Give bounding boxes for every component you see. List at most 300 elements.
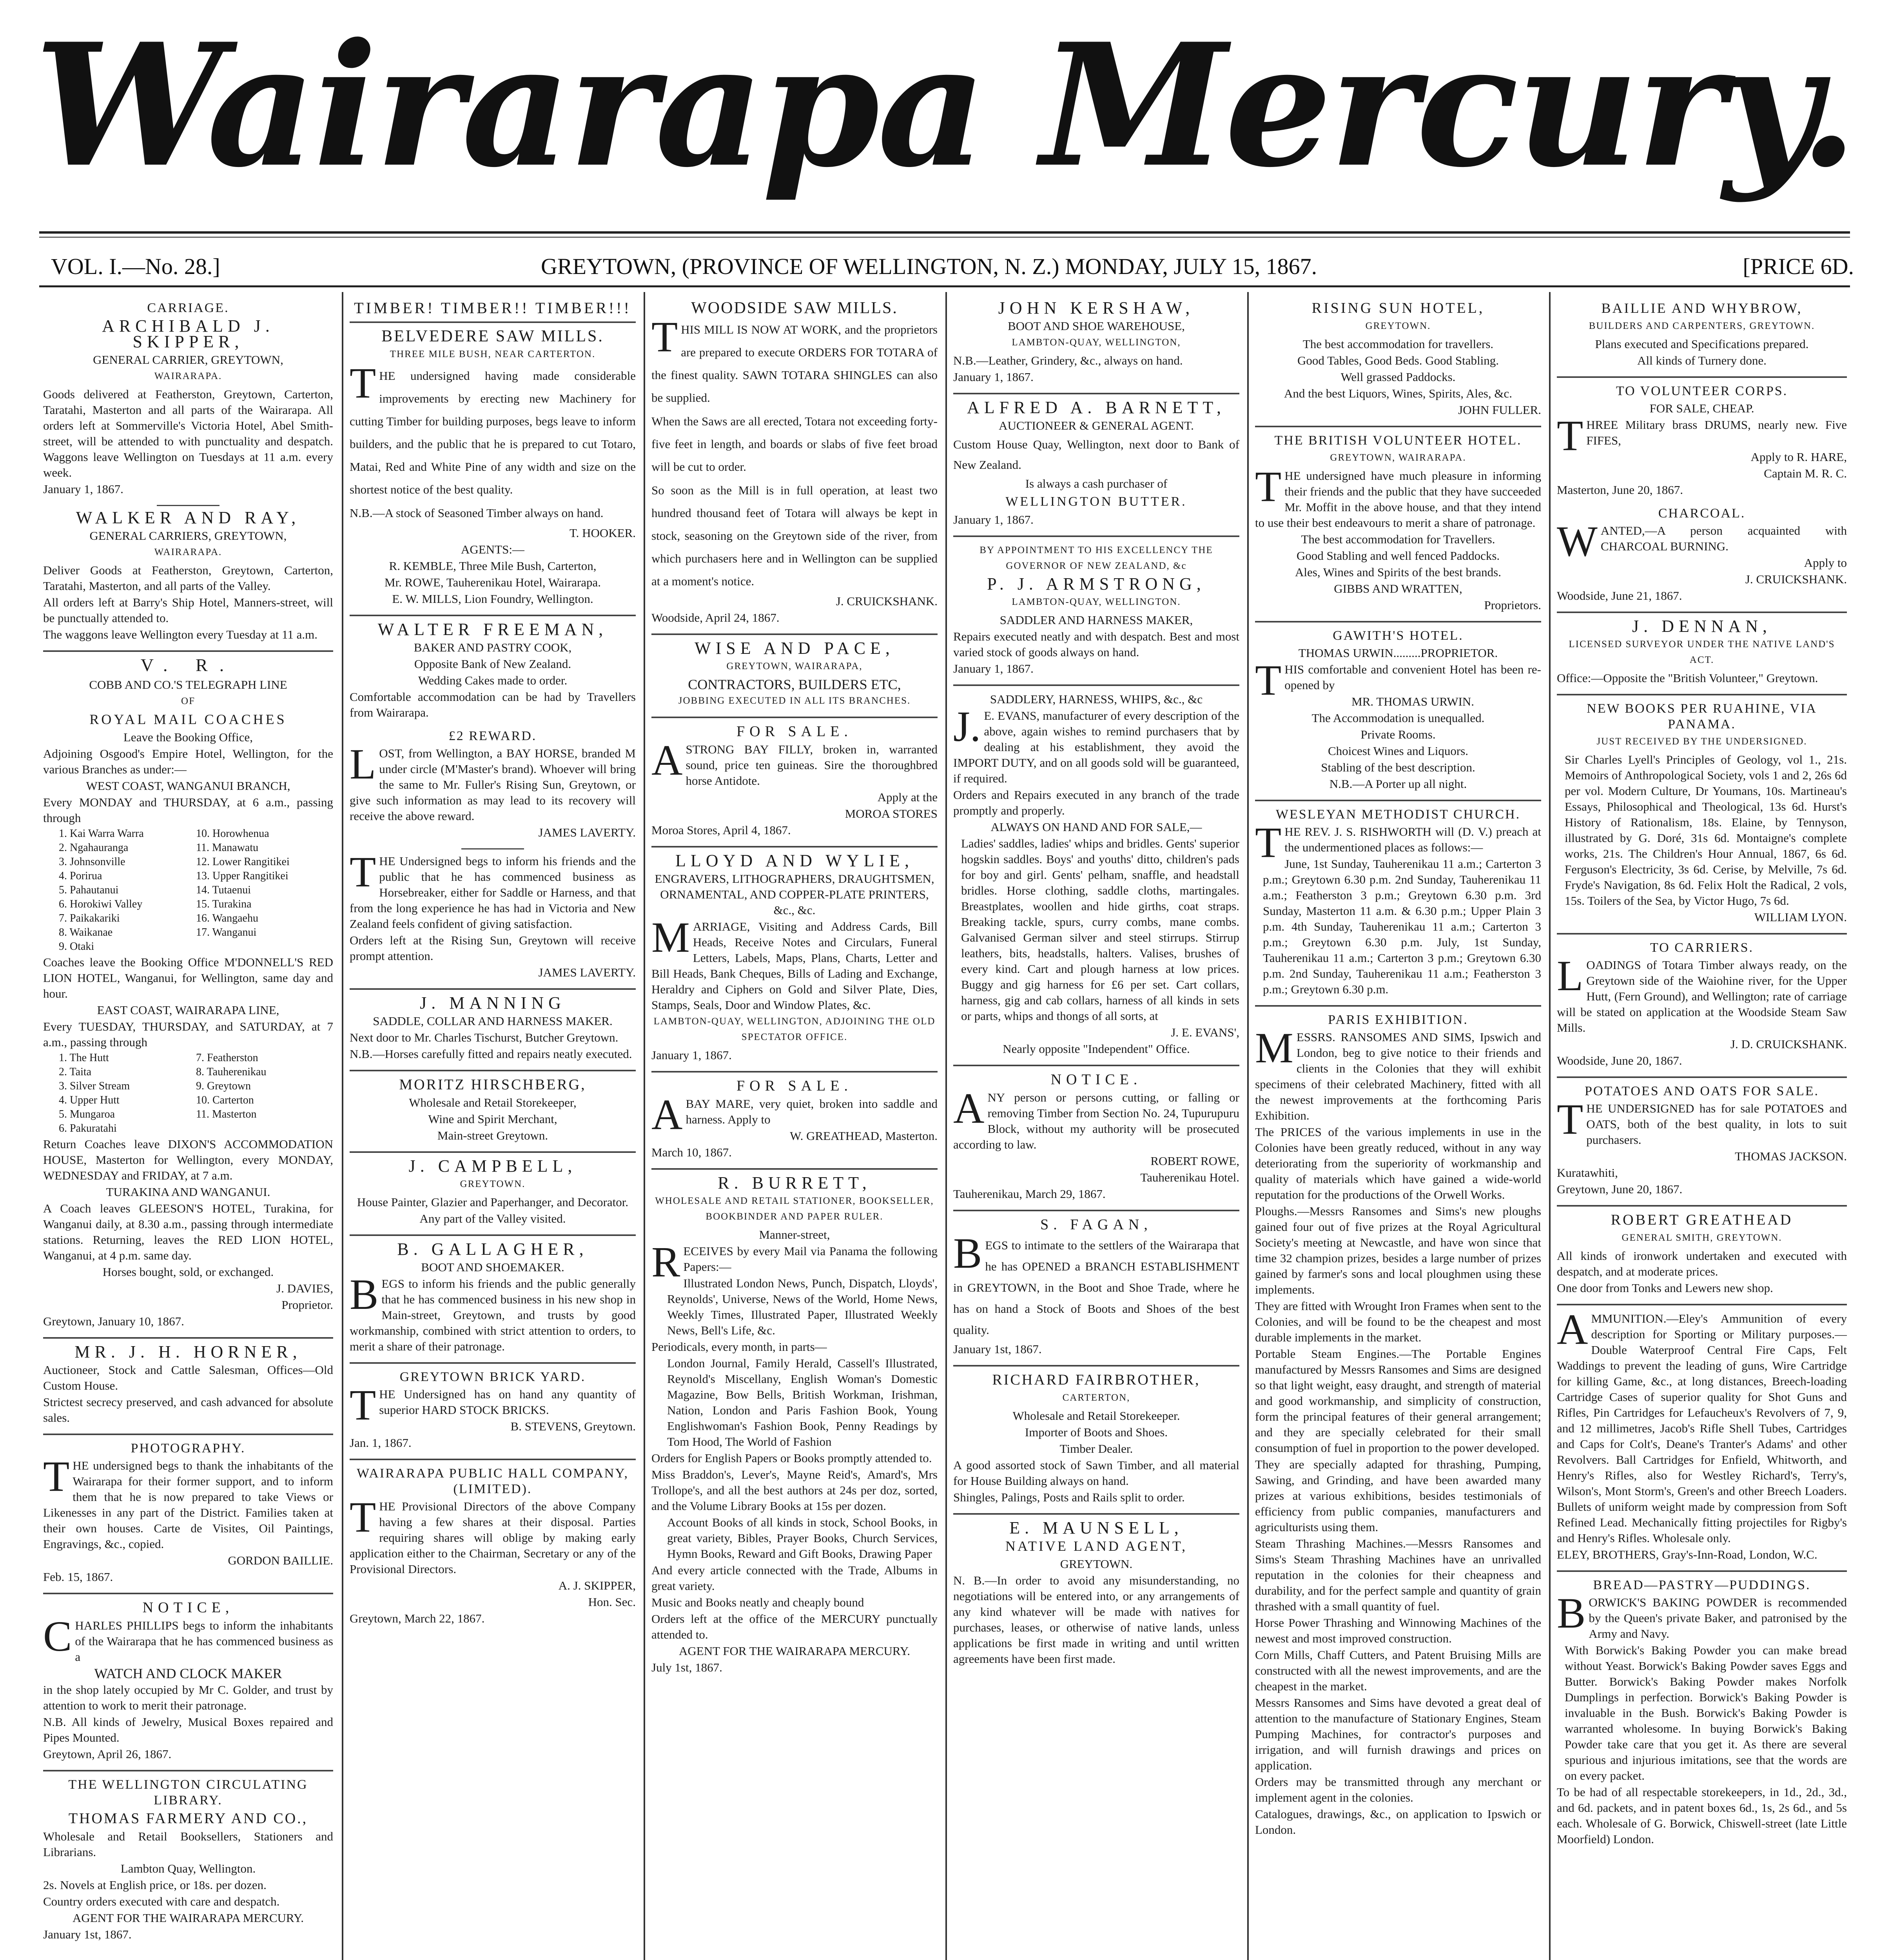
ad-name: ALFRED A. BARNETT, <box>967 398 1226 417</box>
ad-body: THIS comfortable and convenient Hotel has been re-opened by <box>1255 656 1541 704</box>
ad-fagan <box>953 1217 1239 1357</box>
ad-location: GREYTOWN, WAIRARAPA, <box>726 661 863 671</box>
section-heading: WESLEYAN METHODIST CHURCH. <box>1275 807 1521 822</box>
ad-body: A good assorted stock of Sawn Timber, and all material for House Building always on hand. <box>953 1458 1239 1488</box>
ad-date: Greytown, January 10, 1867. <box>43 1314 184 1328</box>
ad-list: London Journal, Family Herald, Cassell's Illustrated, Reynold's Miscellany, English Woman's Domestic Magazine, Bow Bells, British Workman, Irishman, Nation, London and Paris Fashion Book, Young Englishwoman's Fashion Book, Penny Readings by Tom Hood, The World of Fashion <box>667 1356 938 1448</box>
ad-body: Any part of the Valley visited. <box>419 1212 566 1225</box>
price: [PRICE 6D. <box>1743 254 1854 279</box>
section-heading: POTATOES AND OATS FOR SALE. <box>1584 1084 1819 1098</box>
ad-evans <box>953 691 1239 1057</box>
ad-new-books <box>1557 701 1847 925</box>
ad-body: They are specially adapted for thrashing, Pumping, Sawing, and Grinding, and have been awarded many prizes at various exhibitions, besides testimonials of efficiency from public companies, manufacturers and agriculturists using them. <box>1255 1457 1541 1534</box>
ad-signature: ELEY, BROTHERS, Gray's-Inn-Road, London, W.C. <box>1557 1548 1817 1561</box>
ad-signature: JAMES LAVERTY. <box>538 965 636 979</box>
ad-name: RISING SUN HOTEL, <box>1311 300 1485 316</box>
ad-date: Woodside, April 24, 1867. <box>651 611 780 624</box>
ad-body: Orders left at the office of the MERCURY punctually attended to. <box>651 1612 938 1641</box>
separator <box>157 505 219 506</box>
section-heading: WOODSIDE SAW MILLS. <box>691 299 898 317</box>
ad-body: Wholesale and Retail Storekeeper, <box>409 1096 577 1109</box>
ad-location: Lambton Quay, Wellington. <box>120 1862 256 1875</box>
ad-notice-timber <box>953 1072 1239 1202</box>
ad-lloyd-wylie <box>651 853 938 1063</box>
ad-body: One door from Tonks and Lewers new shop. <box>1557 1281 1773 1295</box>
ad-rising-sun <box>1255 300 1541 418</box>
column-divider <box>945 292 947 1960</box>
ad-product: WELLINGTON BUTTER. <box>1005 494 1187 509</box>
volume-number: VOL. I.—No. 28.] <box>51 254 220 279</box>
ad-body: Strictest secrecy preserved, and cash advanced for absolute sales. <box>43 1395 333 1425</box>
ad-body: THE Undersigned has on hand any quantity of superior HARD STOCK BRICKS. <box>350 1381 636 1429</box>
ad-signature: JOHN FULLER. <box>1458 403 1541 417</box>
ad-name: J. DENNAN, <box>1632 617 1772 636</box>
route-stop: 1. The Hutt <box>59 1052 109 1064</box>
divider <box>1557 1076 1847 1078</box>
route-stop: 8. Waikanae <box>59 926 113 938</box>
ad-body: in the shop lately occupied by Mr C. Golder, and trust by attention to work to merit their patronage. <box>43 1683 333 1712</box>
ad-location: GREYTOWN. <box>460 1179 526 1189</box>
ad-paris-exhibition <box>1255 1012 1541 1838</box>
column-6 <box>1557 298 1847 1960</box>
ad-body: Wine and Spirit Merchant, <box>428 1112 557 1126</box>
ad-date: January 1, 1867. <box>953 662 1034 675</box>
ad-body: Periodicals, every month, in parts— <box>651 1340 827 1354</box>
ad-sale-mare <box>651 1078 938 1160</box>
section-heading: NEW BOOKS PER RUAHINE, VIA PANAMA. <box>1587 701 1817 731</box>
column-divider <box>1549 292 1551 1960</box>
ad-date: January 1st, 1867. <box>43 1927 132 1941</box>
route-stop: 17. Wanganui <box>196 926 257 938</box>
route-stop: 13. Upper Rangitikei <box>196 870 288 882</box>
ad-signature: Proprietors. <box>1484 598 1541 612</box>
route-stop: 1. Kai Warra Warra <box>59 828 144 840</box>
ad-phillips <box>43 1600 333 1762</box>
ad-list: Ladies' saddles, ladies' whips and bridles. Gents' superior hogskin saddles. Boys' and youths' ditto, children's pads for boy and girl. Gents' pelham, snaffle, and headstall bridles. Horse clothing, saddle cloths, martingales. Breastplates, woollen and hide girths, coat straps. Breaking tackle, spurs, curry combs, mane combs. Galvanised German silver and steel stirrups. Stirrup leathers, bits, headstalls, halters. Valises, brushes of every kind. Cart and plough harness at low prices. Buggy and gig harness for £6 per set. Cart collars, harness, gig and cab collars, harness of all kinds in sets or parts, whips and thongs of all sorts, at <box>961 837 1239 1023</box>
ad-body: And the best Liquors, Wines, Spirits, Ales, &c. <box>1284 387 1512 400</box>
ad-gallagher <box>350 1241 636 1354</box>
ad-body: Importer of Boots and Shoes. <box>1025 1425 1168 1439</box>
ad-date: Woodside, June 20, 1867. <box>1557 1054 1682 1067</box>
route-heading: TURAKINA AND WANGANUI. <box>106 1185 270 1199</box>
divider <box>953 393 1239 394</box>
ad-signature: B. STEVENS, Greytown. <box>510 1419 636 1433</box>
section-heading: SADDLERY, HARNESS, WHIPS, &c., &c <box>990 692 1203 706</box>
ad-location: LAMBTON-QUAY, WELLINGTON, ADJOINING THE OLD SPECTATOR OFFICE. <box>653 1016 936 1042</box>
ad-title: SADDLER AND HARNESS MAKER, <box>999 613 1193 627</box>
route-stop: 10. Horowhenua <box>196 828 269 840</box>
ad-of: OF <box>181 696 195 706</box>
section-heading: GREYTOWN BRICK YARD. <box>399 1370 586 1384</box>
ad-name: BELVEDERE SAW MILLS. <box>381 327 604 345</box>
ad-name: JOHN KERSHAW, <box>998 298 1195 318</box>
route-stop: 3. Johnsonville <box>59 856 125 868</box>
divider <box>43 1434 333 1435</box>
divider <box>953 684 1239 686</box>
divider <box>350 1362 636 1364</box>
ad-body: Choicest Wines and Liquors. <box>1328 744 1469 758</box>
ad-body: Orders for English Papers or Books promptly attended to. <box>651 1451 932 1465</box>
ad-location: GREYTOWN. <box>1060 1557 1133 1571</box>
ad-agent: AGENT FOR THE WAIRARAPA MERCURY. <box>73 1911 304 1925</box>
ad-borwick <box>1557 1577 1847 1847</box>
ad-campbell <box>350 1158 636 1227</box>
section-heading: FOR SALE. <box>736 1078 852 1094</box>
ad-signature: Tauherenikau Hotel. <box>1140 1171 1239 1184</box>
section-subheading: FOR SALE, CHEAP. <box>1649 401 1754 415</box>
column-4 <box>953 298 1239 1960</box>
ad-to-carriers <box>1557 940 1847 1069</box>
route-stop: 7. Featherston <box>196 1052 258 1064</box>
ad-signature: GIBBS AND WRATTEN, <box>1334 582 1462 595</box>
divider <box>651 717 938 718</box>
section-heading: THE WELLINGTON CIRCULATING LIBRARY. <box>68 1777 308 1808</box>
ad-name: MR. J. H. HORNER, <box>74 1342 302 1361</box>
ad-signature: GORDON BAILLIE. <box>228 1553 333 1567</box>
ad-date: Tauherenikau, March 29, 1867. <box>953 1187 1106 1201</box>
ad-signature: JAMES LAVERTY. <box>538 826 636 839</box>
route-stop: 4. Porirua <box>59 870 102 882</box>
ad-signature: W. GREATHEAD, Masterton. <box>790 1129 938 1143</box>
ad-location: Manner-street, <box>759 1228 830 1241</box>
ad-body: To be had of all respectable storekeepers, in 1d., 2d., 3d., and 6d. packets, and in patent boxes 6d., 1s, 2s 6d., and 5s each. Wholesale of G. Borwick, Chiswell-street (late Little Moorfield) London. <box>1557 1785 1847 1846</box>
ad-body: N.B.—Horses carefully fitted and repairs neatly executed. <box>350 1047 632 1061</box>
ad-date: Woodside, June 21, 1867. <box>1557 589 1682 603</box>
ad-agents: AGENTS:— <box>461 543 524 556</box>
route-stop: 9. Greytown <box>196 1080 251 1092</box>
ad-body: Wholesale and Retail Storekeeper. <box>1012 1409 1180 1423</box>
divider <box>43 650 333 652</box>
ad-wesleyan <box>1255 807 1541 997</box>
divider <box>43 1593 333 1594</box>
ad-location: GREYTOWN, WAIRARAPA. <box>1330 452 1466 463</box>
route-stop: 6. Pakuratahi <box>59 1122 117 1134</box>
ad-body: THE UNDERSIGNED has for sale POTATOES and OATS, both of the best quality, in lots to suit purchasers. <box>1557 1095 1847 1147</box>
route-stop: 6. Horokiwi Valley <box>59 898 143 910</box>
royal-crest-icon: V. R. <box>140 655 236 675</box>
ad-signature: WILLIAM LYON. <box>1754 910 1847 924</box>
ad-body: Well grassed Paddocks. <box>1340 370 1456 384</box>
ad-body: BORWICK'S BAKING POWDER is recommended by the Queen's private Baker, and patronised by the Army and Navy. <box>1557 1589 1847 1641</box>
ad-signature: J. E. EVANS', <box>1171 1025 1239 1039</box>
ad-photography <box>43 1441 333 1585</box>
ad-body: Comfortable accommodation can be had by Travellers from Wairarapa. <box>350 690 636 719</box>
ad-brickyard <box>350 1369 636 1451</box>
route-stop: 9. Otaki <box>59 940 94 953</box>
ad-greathead <box>1557 1212 1847 1296</box>
ad-name: THOMAS FARMERY AND CO., <box>68 1810 308 1827</box>
ad-potatoes-oats <box>1557 1083 1847 1197</box>
ad-body: THIS MILL IS NOW AT WORK, and the proprietors are prepared to execute ORDERS FOR TOTARA of the finest quality. SAWN TOTARA SHINGLES can also be supplied. <box>651 313 938 405</box>
divider <box>953 1210 1239 1211</box>
ad-signature: Apply to <box>1804 556 1847 570</box>
ad-body: 2s. Novels at English price, or 18s. per dozen. <box>43 1878 267 1892</box>
ad-body: When the Saws are all erected, Totara not exceeding forty-five feet in length, and boards or slabs of five feet broad will be cut to order. <box>651 414 938 474</box>
ad-signature: T. HOOKER. <box>569 526 636 540</box>
ad-body: THE undersigned have much pleasure in informing their friends and the public that they have succeeded Mr. Moffit in the above house, and that they intend to use their best endeavours to merit a share of patronage. <box>1255 463 1541 530</box>
ad-title: WHOLESALE AND RETAIL STATIONER, BOOKSELLER, BOOKBINDER AND PAPER RULER. <box>655 1196 934 1222</box>
ad-public-hall <box>350 1466 636 1626</box>
ad-body: BEGS to inform his friends and the public generally that he has commenced business in his new shop in Main-street, Greytown, and trusts by good workmanship, combined with strict attention to orders, to merit a share of their patronage. <box>350 1270 636 1353</box>
divider <box>350 988 636 990</box>
ad-cobb-coaches <box>43 657 333 1329</box>
ad-location: WAIRARAPA. <box>154 547 222 557</box>
ad-body: They are fitted with Wrought Iron Frames when sent to the Colonies, and will be found to be the cheapest and most durable implements in the market. <box>1255 1299 1541 1344</box>
ad-body: The best accommodation for travellers. <box>1302 337 1494 351</box>
ad-body: J.E. EVANS, manufacturer of every description of the above, again wishes to remind purchasers that by dealing at his establishment, they avoid the IMPORT DUTY, and on all goods sold will be guaranteed, if required. <box>953 702 1239 785</box>
ad-name: ROBERT GREATHEAD <box>1611 1212 1793 1228</box>
divider <box>651 1071 938 1073</box>
route-stop: 5. Mungaroa <box>59 1108 115 1120</box>
section-heading: NOTICE. <box>1050 1071 1142 1088</box>
ad-body: Good Tables, Good Beds. Good Stabling. <box>1297 354 1499 367</box>
ad-british-volunteer <box>1255 433 1541 613</box>
ad-body: Orders and Repairs executed in any branch of the trade promptly and properly. <box>953 788 1239 817</box>
ad-body: AMMUNITION.—Eley's Ammunition of every description for Sporting or Military purposes.—Double Waterproof Central Fire Caps, Felt Waddings to prevent the leading of guns, Wire Cartridge for killing Game, &c., at long distances, Breech-loading Cartridge Cases of superior quality for Shot Guns and Rifles, Pin Cartridges for Lefaucheux's Revolvers of 7, 9, and 12 millimetres, Jacob's Rifle Shell Tubes, Cartridges and Caps for Colt's, Deane's Tranter's Adams' and other Revolvers. Ball Cartridges for Enfield, Whitworth, and Henry's Rifles, also for Westley Richard's, Terry's, Wilson's, Mont Storm's, Green's and other Breech Loaders. Bullets of uniform weight made by compression from Soft Refined Lead. Mechanically fitting projectiles for Rigby's and Henry's Rifles. Wholesale only. <box>1557 1305 1847 1545</box>
ad-date: Moroa Stores, April 4, 1867. <box>651 823 791 837</box>
ad-sale-filly <box>651 724 938 838</box>
ad-agent: AGENT FOR THE WAIRARAPA MERCURY. <box>679 1644 910 1658</box>
route-stop <box>196 1122 333 1136</box>
ad-burrett <box>651 1175 938 1675</box>
ad-title: CONTRACTORS, BUILDERS ETC, <box>688 677 901 692</box>
ad-title: ENGRAVERS, LITHOGRAPHERS, DRAUGHTSMEN, ORNAMENTAL, AND COPPER-PLATE PRINTERS, &c., &c. <box>655 872 934 917</box>
route-stop: 8. Tauherenikau <box>196 1066 267 1078</box>
ad-signature: ROBERT ROWE, <box>1150 1154 1239 1168</box>
ad-list: June, 1st Sunday, Tauherenikau 11 a.m.; Carterton 3 p.m.; Greytown 6.30 p.m. 2nd Sunday, Tauherenikau 11 a.m.; Featherston 3 p.m.; Greytown 6.30 p.m. 3rd Sunday, Masterton 11 a.m. & 6.30 p.m.; Upper Plain 3 p.m. 4th Sunday, Tauherenikau 11 a.m.; Carterton 3 p.m.; Greytown 6.30 p.m. July, 1st Sunday, Tauherenikau 11 a.m.; Carterton 3 p.m.; Greytown 6.30 p.m. 2nd Sunday, Tauherenikau 11 a.m.; Featherston 3 p.m.; Greytown 6.30 p.m. <box>1263 857 1541 996</box>
divider <box>1255 1005 1541 1007</box>
ad-fairbrother <box>953 1372 1239 1505</box>
ad-date: January 1, 1867. <box>953 370 1034 384</box>
section-heading: WAIRARAPA PUBLIC HALL COMPANY, (LIMITED). <box>357 1466 629 1496</box>
ad-date: Feb. 15, 1867. <box>43 1570 113 1584</box>
ad-name: WALTER FREEMAN, <box>377 620 608 639</box>
ad-body: N.B. All kinds of Jewelry, Musical Boxes repaired and Pipes Mounted. <box>43 1715 333 1744</box>
column-divider <box>1247 292 1249 1960</box>
ad-body: Auctioneer, Stock and Cattle Salesman, Offices—Old Custom House. <box>43 1363 333 1392</box>
divider <box>1557 376 1847 378</box>
ad-date: Greytown, June 20, 1867. <box>1557 1182 1683 1196</box>
royal-appointment: BY APPOINTMENT TO HIS EXCELLENCY THE GOVERNOR OF NEW ZEALAND, &c <box>979 545 1213 571</box>
divider <box>350 1459 636 1460</box>
ad-body: N.B.—Leather, Grindery, &c., always on hand. <box>953 354 1183 367</box>
ad-location: LAMBTON-QUAY, WELLINGTON, <box>1012 337 1181 348</box>
ad-body: JOBBING EXECUTED IN ALL ITS BRANCHES. <box>678 695 911 706</box>
ad-list: Illustrated London News, Punch, Dispatch, Lloyds', Reynolds', Universe, News of the World, Home News, Weekly Times, Illustrated Paper, Illustrated Weekly News, Bell's Life, &c. <box>667 1276 938 1337</box>
route-list-east <box>43 1051 333 1136</box>
ad-body: Miss Braddon's, Lever's, Mayne Reid's, Amard's, Mrs Trollope's, and all the best authors at 24s per doz, sorted, and the Volume Library Books at 15s per dozen. <box>651 1468 938 1513</box>
route-stop: 15. Turakina <box>196 898 252 910</box>
ad-body: Private Rooms. <box>1360 728 1436 741</box>
ad-signature: J. D. CRUICKSHANK. <box>1730 1037 1847 1051</box>
divider <box>953 535 1239 537</box>
ad-name: MR. THOMAS URWIN. <box>1351 695 1475 708</box>
ad-body: Deliver Goods at Featherston, Greytown, Carterton, Taratahi, Masterton, and all parts of the Valley. <box>43 563 333 593</box>
ad-body: Horses bought, sold, or exchanged. <box>102 1265 274 1279</box>
ad-body: The best accommodation for Travellers. <box>1301 532 1495 546</box>
route-stop: 11. Masterton <box>196 1108 257 1120</box>
ad-body: Good Stabling and well fenced Paddocks. <box>1296 549 1500 563</box>
divider <box>651 1168 938 1170</box>
ad-date: Masterton, June 20, 1867. <box>1557 483 1683 497</box>
ad-baillie-whybrow <box>1557 300 1847 368</box>
ad-title: GENERAL CARRIERS, GREYTOWN, <box>89 529 287 543</box>
ad-name: B. GALLAGHER, <box>397 1240 588 1259</box>
ad-signature: THOMAS JACKSON. <box>1735 1149 1847 1163</box>
ad-armstrong <box>953 543 1239 677</box>
ad-body: House Painter, Glazier and Paperhanger, and Decorator. <box>357 1195 629 1209</box>
ad-body: N. B.—In order to avoid any misunderstanding, no negotiations will be entered into, or any arrangements of any kind whatever will be made with natives for purchases, leases, or otherwise of native lands, unless applications be first made in writing and until written agreements have been first made. <box>953 1573 1239 1666</box>
ad-signature: A. J. SKIPPER, <box>558 1579 636 1592</box>
divider <box>953 1065 1239 1066</box>
column-divider <box>342 292 343 1960</box>
divider <box>1557 1570 1847 1572</box>
ad-name: MORITZ HIRSCHBERG, <box>399 1076 586 1093</box>
section-heading: PHOTOGRAPHY. <box>131 1441 246 1455</box>
ad-body: Catalogues, drawings, &c., on application to Ipswich or London. <box>1255 1807 1541 1837</box>
divider <box>43 1770 333 1771</box>
ad-agent: E. W. MILLS, Lion Foundry, Wellington. <box>392 592 593 606</box>
ad-body: ASTRONG BAY FILLY, broken in, warranted sound, price ten guineas. Sire the thoroughbred horse Antidote. <box>651 736 938 788</box>
ad-belvedere <box>350 300 636 607</box>
ad-leave: Leave the Booking Office, <box>123 730 253 744</box>
ad-date: Greytown, March 22, 1867. <box>350 1612 485 1625</box>
ad-title: SADDLE, COLLAR AND HARNESS MAKER. <box>373 1014 613 1028</box>
ad-location: WAIRARAPA. <box>154 371 222 381</box>
ad-body: Horse Power Thrashing and Winnowing Machines of the newest and most improved construction. <box>1255 1616 1541 1645</box>
ad-body: Country orders executed with care and despatch. <box>43 1895 280 1908</box>
ad-date: March 10, 1867. <box>651 1145 732 1159</box>
masthead-rule-top <box>39 231 1850 234</box>
section-heading: PARIS EXHIBITION. <box>1328 1013 1468 1027</box>
ad-date: January 1, 1867. <box>43 482 123 496</box>
ad-body: And every article connected with the Trade, Albums in great variety. <box>651 1563 938 1593</box>
ad-body: Coaches leave the Booking Office M'DONNELL'S RED LION HOTEL, Wanganui, for Wellington, same day and hour. <box>43 955 333 1000</box>
ad-skipper <box>43 300 333 497</box>
ad-title: NATIVE LAND AGENT, <box>1005 1538 1188 1554</box>
ad-location: CARTERTON, <box>1062 1392 1130 1403</box>
ad-list: Sir Charles Lyell's Principles of Geology, vol 1., 21s. Memoirs of Anthropological Society, vols 1 and 2, 26s 6d per vol. Modern Culture, Dr Youmans, 10s. Martineau's Essays, Philosophical and Theological, 13s 6d. Hurst's History of Rationalism, 18s. Elaine, by Tennyson, illustrated by G. Doré, 31s 6d. Montaigne's complete works, 21s. The Children's Hour Annual, 1867, 6s 6d. Ferguson's Electricity, 3s 6d. Cerise, by Melville, 7s 6d. Fryde's Navigation, 8s 6d. Felix Holt the Radical, 2 vols, 15s. Toilers of the Sea, by Victor Hugo, 7s 6d. <box>1565 753 1847 907</box>
ad-body: Every MONDAY and THURSDAY, at 6 a.m., passing through <box>43 795 333 825</box>
ad-list: With Borwick's Baking Powder you can make bread without Yeast. Borwick's Baking Powder saves Eggs and Butter. Borwick's Baking Powder makes Norfolk Dumplings in perfection. Borwick's Baking Powder is invaluable in the Bush. Borwick's Baking Powder is warranted wholesome. In buying Borwick's Baking Powder take care that you get it. As there are several spurious and injurious imitations, see that the words are on every packet. <box>1565 1643 1847 1782</box>
ad-body: THE REV. J. S. RISHWORTH will (D. V.) preach at the undermentioned places as follows:— <box>1255 818 1541 866</box>
ad-charcoal <box>1557 506 1847 604</box>
ad-name: BAILLIE AND WHYBROW, <box>1601 300 1803 316</box>
place-and-date: GREYTOWN, (PROVINCE OF WELLINGTON, N. Z.) MONDAY, JULY 15, 1867. <box>541 254 1317 279</box>
ad-body: Repairs executed neatly and with despatch. Best and most varied stock of goods always on hand. <box>953 630 1239 659</box>
ad-date: January 1st, 1867. <box>953 1342 1042 1356</box>
ad-body: Messrs Ransomes and Sims have devoted a great deal of attention to the manufacture of Stationary Engines, Steam Pumping Machines, for contractor's purposes and irrigation, and will furnish drawings and prices on application. <box>1255 1696 1541 1772</box>
divider <box>1557 694 1847 695</box>
ad-body: Corn Mills, Chaff Cutters, and Patent Bruising Mills are constructed with all the newest improvements, and are the cheapest in the market. <box>1255 1648 1541 1693</box>
ad-body: Wholesale and Retail Booksellers, Stationers and Librarians. <box>43 1829 333 1859</box>
ad-body: Shingles, Palings, Posts and Rails split to order. <box>953 1490 1185 1504</box>
ad-body: ABAY MARE, very quiet, broken into saddle and harness. Apply to <box>651 1091 938 1138</box>
ad-body: Ales, Wines and Spirits of the best brands. <box>1295 565 1501 579</box>
masthead-rule-thin <box>39 237 1850 238</box>
ad-name: J. CAMPBELL, <box>408 1156 577 1176</box>
ad-body: The Accommodation is unequalled. <box>1311 711 1485 725</box>
ad-title: LICENSED SURVEYOR UNDER THE NATIVE LAND'S ACT. <box>1569 639 1835 665</box>
column-2 <box>350 298 636 1960</box>
ad-name: P. J. ARMSTRONG, <box>987 574 1206 593</box>
ad-body: Is always a cash purchaser of <box>1025 477 1168 490</box>
ad-library <box>43 1777 333 1942</box>
ad-body: Office:—Opposite the "British Volunteer," Greytown. <box>1557 671 1818 685</box>
ad-kershaw <box>953 300 1239 385</box>
ad-body: The waggons leave Wellington every Tuesday at 11 a.m. <box>43 628 318 641</box>
route-stop: 14. Tutaenui <box>196 884 251 896</box>
divider <box>350 1151 636 1153</box>
ad-body: Apply at the <box>877 790 938 804</box>
ad-title: BUILDERS AND CARPENTERS, GREYTOWN. <box>1589 321 1815 331</box>
ad-body: The PRICES of the various implements in use in the Colonies have been greatly reduced, without in any way deteriorating from the superiority of workmanship and quality of materials which have gained a wide-world reputation for the productions of the Orwell Works. <box>1255 1125 1541 1201</box>
ad-date: July 1st, 1867. <box>651 1661 722 1674</box>
divider <box>1255 621 1541 622</box>
ad-body: Stabling of the best description. <box>1321 760 1475 774</box>
route-stop: 11. Manawatu <box>196 842 259 854</box>
divider <box>350 1234 636 1236</box>
ad-date: Greytown, April 26, 1867. <box>43 1747 172 1761</box>
divider <box>350 1070 636 1071</box>
ad-body: THREE Military brass DRUMS, nearly new. Five FIFES, <box>1557 412 1847 459</box>
ad-name: E. MAUNSELL, <box>1009 1518 1183 1537</box>
divider <box>953 1365 1239 1367</box>
newspaper-title: Wairarapa Mercury. <box>34 7 1856 205</box>
ad-volunteer-corps <box>1557 383 1847 498</box>
section-heading: ALWAYS ON HAND AND FOR SALE,— <box>990 820 1202 834</box>
section-heading: NOTICE, <box>142 1599 234 1616</box>
section-heading: CARRIAGE. <box>147 301 229 315</box>
ad-body: THE undersigned having made considerable improvements by erecting new Machinery for cutting Timber for building purposes, begs leave to inform builders, and the public that he is prepared to cut Totaro, Matai, Red and White Pine of any width and size on the shortest notice of the best quality. <box>350 359 636 496</box>
column-divider <box>644 292 645 1960</box>
ad-laverty <box>350 848 636 980</box>
ad-title: BOOT AND SHOEMAKER. <box>421 1260 564 1274</box>
ad-eley-ammunition <box>1557 1305 1847 1563</box>
dateline <box>51 251 1854 282</box>
ad-agent: Mr. ROWE, Tauherenikau Hotel, Wairarapa. <box>384 575 601 589</box>
masthead <box>0 0 1890 220</box>
ad-dennan <box>1557 619 1847 686</box>
section-heading: THE BRITISH VOLUNTEER HOTEL. <box>1274 433 1522 448</box>
divider <box>651 633 938 635</box>
route-stop <box>196 940 333 954</box>
section-heading: CHARCOAL. <box>1658 506 1746 521</box>
divider <box>1557 1205 1847 1207</box>
ad-body: Adjoining Osgood's Empire Hotel, Wellington, for the various Branches as under:— <box>43 747 333 776</box>
route-stop: 16. Wangaehu <box>196 912 258 924</box>
ad-body: So soon as the Mill is in full operation, at least two hundred thousand feet of Totara will always be kept in stock, seasoning on the Greytown side of the river, from which purchasers here and in Wellington can be supplied at a moment's notice. <box>651 483 938 588</box>
route-stop: 4. Upper Hutt <box>59 1094 120 1106</box>
ad-name: S. FAGAN, <box>1040 1216 1152 1233</box>
ad-list: Account Books of all kinds in stock, School Books, in great variety, Bibles, Prayer Books, Church Services, Hymn Books, Reward and Gift Books, Drawing Paper <box>667 1515 938 1561</box>
ad-title: AUCTIONEER & GENERAL AGENT. <box>999 419 1194 432</box>
route-heading: WEST COAST, WANGANUI BRANCH, <box>86 779 290 793</box>
section-heading: FOR SALE. <box>736 723 852 740</box>
ad-wise-pace <box>651 641 938 709</box>
ad-name: WALKER AND RAY, <box>76 508 301 527</box>
ad-signature: Proprietor. <box>281 1298 333 1312</box>
ad-title: BOOT AND SHOE WAREHOUSE, <box>1008 319 1185 333</box>
ad-signature: Hon. Sec. <box>588 1595 636 1609</box>
ad-body: Orders may be transmitted through any merchant or implement agent in the colonies. <box>1255 1775 1541 1804</box>
ad-walker-ray <box>43 510 333 642</box>
ad-location: Kuratawhiti, <box>1557 1166 1618 1180</box>
ad-body: All orders left at Barry's Ship Hotel, Manners-street, will be punctually attended to. <box>43 595 333 625</box>
ad-body: Custom House Quay, Wellington, next door to Bank of New Zealand. <box>953 437 1239 472</box>
route-stop: 2. Taita <box>59 1066 92 1078</box>
ad-date: January 1, 1867. <box>651 1048 732 1062</box>
